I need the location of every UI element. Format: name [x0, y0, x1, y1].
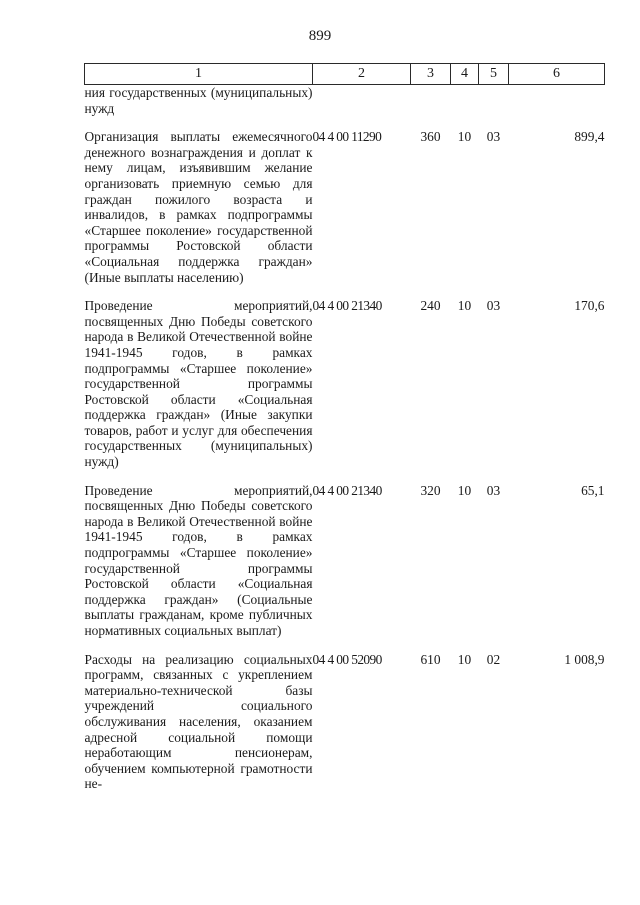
target-article-code: 04 4 00 21340	[312, 298, 382, 314]
column-number-header-row	[85, 64, 605, 85]
expense-description: ния государственных (муниципальных) нужд	[84, 85, 313, 116]
expense-description: Проведение мероприятий, посвященных Дню Победы советского народа в Великой Отечественной войне 1941-1945 годов, в рамках подпрограммы «Старшее поколение» государственной программы Ростовской области «Социальная поддержка граждан» (Иные закупки товаров, работ и услуг для обеспечения государственных (муниципальных) нужд)	[84, 298, 313, 470]
amount	[509, 85, 605, 117]
target-article-code: 04 4 00 52090	[312, 651, 382, 667]
target-article-code: 04 4 00 21340	[312, 482, 382, 498]
subsection-code: 03	[486, 298, 501, 314]
column-header-3: 3	[411, 64, 451, 85]
expense-type-code: 240	[420, 298, 441, 314]
expense-type-code: 610	[420, 651, 441, 667]
section-code: 10	[457, 129, 472, 145]
target-article-code: 04 4 00 11290	[312, 129, 382, 145]
subsection-code: 02	[486, 651, 501, 667]
table-row	[85, 483, 605, 639]
amount: 1 008,9	[564, 651, 605, 667]
column-header-5: 5	[479, 64, 509, 85]
table-row	[85, 129, 605, 285]
table-row	[85, 85, 605, 117]
subsection-code: 03	[486, 129, 501, 145]
column-header-4: 4	[451, 64, 479, 85]
expense-description: Организация выплаты ежемесячного денежного вознаграждения и доплат к нему лицам, изъявившим желание организовать приемную семью для граждан пожилого возраста и инвалидов, в рамках подпрограммы «Старшее поколение» государственной программы Ростовской области «Социальная поддержка граждан» (Иные выплаты населению)	[84, 129, 313, 285]
amount: 65,1	[581, 482, 605, 498]
column-header-1: 1	[85, 64, 313, 85]
section-code: 10	[457, 482, 472, 498]
amount: 899,4	[574, 129, 605, 145]
subsection-code	[479, 85, 509, 117]
page-number: 899	[308, 28, 332, 44]
section-code	[451, 85, 479, 117]
table-row	[85, 652, 605, 792]
column-header-6: 6	[509, 64, 605, 85]
expense-description: Расходы на реализацию социальных программ, связанных с укреплением материально-технической базы учреждений социального обслуживания населения, оказанием адресной социальной помощи неработающим пенсионерам, обучением компьютерной грамотности не-	[84, 651, 313, 792]
expense-type-code: 320	[420, 482, 441, 498]
target-article-code	[313, 85, 411, 117]
column-header-2: 2	[313, 64, 411, 85]
expense-type-code: 360	[420, 129, 441, 145]
expense-type-code	[411, 85, 451, 117]
subsection-code: 03	[486, 482, 501, 498]
budget-table	[84, 63, 605, 792]
section-code: 10	[457, 298, 472, 314]
section-code: 10	[457, 651, 472, 667]
expense-description: Проведение мероприятий, посвященных Дню Победы советского народа в Великой Отечественной войне 1941-1945 годов, в рамках подпрограммы «Старшее поколение» государственной программы Ростовской области «Социальная поддержка граждан» (Социальные выплаты гражданам, кроме публичных нормативных социальных выплат)	[84, 482, 313, 638]
amount: 170,6	[574, 298, 605, 314]
table-row	[85, 298, 605, 470]
